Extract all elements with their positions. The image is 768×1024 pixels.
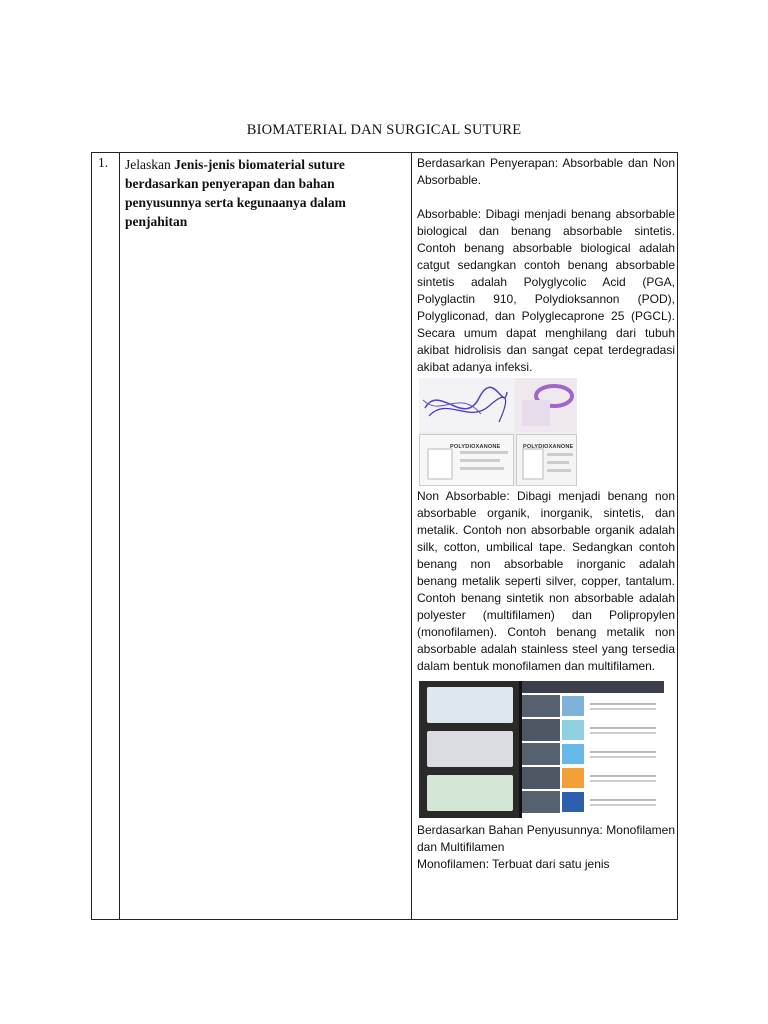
question-table <box>91 152 678 920</box>
monofilament-paragraph: Monofilamen: Terbuat dari satu jenis <box>417 857 610 871</box>
column-divider <box>411 153 412 919</box>
row-number: 1. <box>98 155 109 170</box>
suture-packs-photo <box>419 681 519 818</box>
non-absorbable-suture-photo <box>419 681 664 818</box>
table-image-row <box>522 791 664 813</box>
question-topic: Jenis-jenis biomaterial suture berdasarkan penyerapan dan bahan penyusunnya serta kegunaanya dalam penjahitan <box>125 157 346 229</box>
absorption-intro: Berdasarkan Penyerapan: Absorbable dan Non Absorbable. <box>417 156 675 187</box>
color-swatch <box>562 768 584 788</box>
material-intro: Berdasarkan Bahan Penyusunnya: Monofilamen dan Multifilamen <box>417 823 675 854</box>
absorbable-paragraph: Absorbable: Dibagi menjadi benang absorbable biological dan benang absorbable sintetis. Contoh benang absorbable biological adalah catgut sedangkan contoh benang absorbable sintetis adalah Polyglycolic Acid (PGA, Polyglactin 910, Polydioksannon (POD), Polygliconad, dan Polyglecaprone 25 (PGCL). Secara umum dapat menghilang dari tubuh akibat hidrolisis dan sangat cepat terdegradasi akibat adanya infeksi. <box>417 207 675 374</box>
color-swatch <box>562 744 584 764</box>
document-title: BIOMATERIAL DAN SURGICAL SUTURE <box>246 122 522 138</box>
question-text <box>125 155 407 231</box>
product-label: POLYDIOXANONE <box>450 444 501 450</box>
suture-pack-image <box>427 731 513 767</box>
table-image-row <box>522 743 664 765</box>
suture-pack-image <box>427 687 513 723</box>
absorbable-suture-photo <box>419 378 577 486</box>
polydioxanone-box-photo <box>516 434 577 486</box>
purple-suture-photo <box>419 378 514 432</box>
color-swatch <box>562 792 584 812</box>
table-image-header <box>522 681 664 693</box>
suture-type-table-image <box>522 681 664 818</box>
table-image-row <box>522 767 664 789</box>
product-label: POLYDIOXANONE <box>523 444 574 450</box>
suture-pack-photo <box>516 378 577 432</box>
answer-cell <box>417 155 675 919</box>
non-absorbable-paragraph: Non Absorbable: Dibagi menjadi benang non absorbable organik, inorganik, sintetis, dan metalik. Contoh non absorbable organik adalah silk, cotton, umbilical tape. Sedangkan contoh benang non absorbable inorganic adalah benang metalik seperti silver, copper, tantalum. Contoh benang sintetik non absorbable adalah polyester (multifilamen) dan Polipropylen (monofilamen). Contoh benang metalik non absorbable adalah stainless steel yang tersedia dalam bentuk monofilamen dan multifilamen. <box>417 489 675 673</box>
table-image-row <box>522 719 664 741</box>
suture-pack-image <box>427 775 513 811</box>
color-swatch <box>562 720 584 740</box>
table-image-row <box>522 695 664 717</box>
polydioxanone-box-photo <box>419 434 514 486</box>
column-divider <box>119 153 120 919</box>
question-prefix: Jelaskan <box>125 157 171 172</box>
color-swatch <box>562 696 584 716</box>
